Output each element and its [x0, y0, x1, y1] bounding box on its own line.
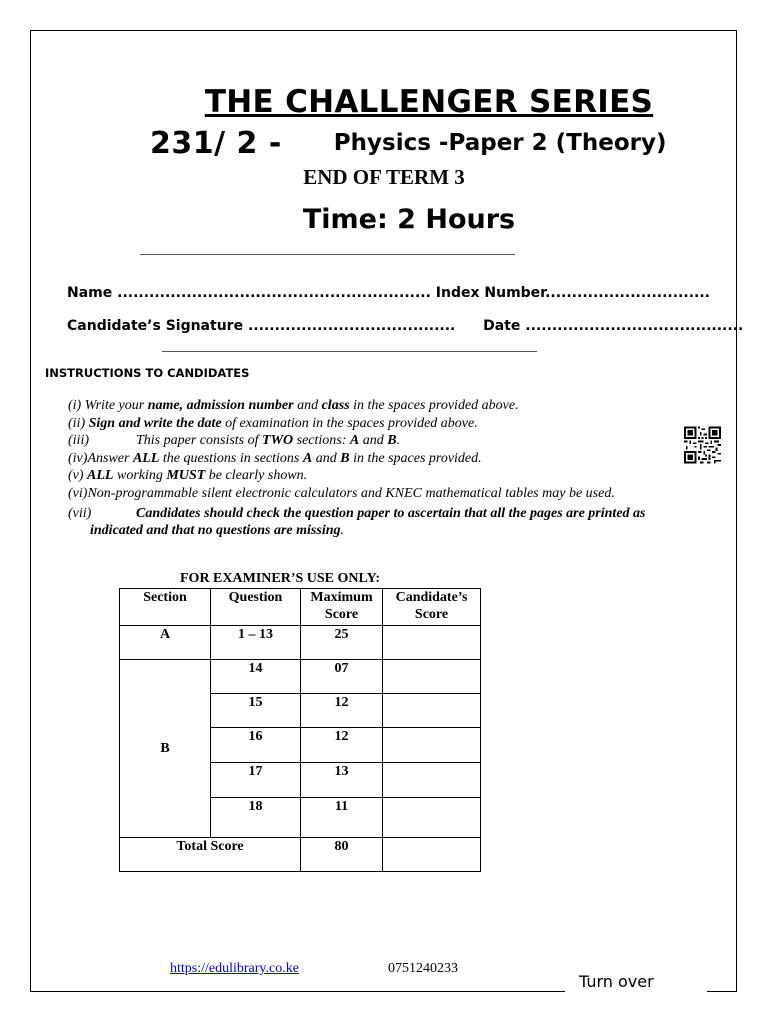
table-header-row [120, 589, 481, 626]
subject-title: Physics -Paper 2 (Theory) [333, 130, 667, 156]
total-candidate-score[interactable] [383, 838, 481, 872]
section-cell: A [120, 626, 211, 660]
candidate-score-cell[interactable] [383, 763, 481, 798]
name-label: Name [67, 285, 113, 301]
column-header: Question [211, 589, 301, 626]
instructions-list [68, 397, 698, 540]
question-cell: 15 [211, 694, 301, 728]
date-field[interactable]: ......................................... [525, 318, 744, 334]
time-allowed: Time: 2 Hours [302, 204, 516, 235]
column-header: Section [120, 589, 211, 626]
name-index-row [67, 285, 710, 301]
index-number-label: Index Number [435, 285, 546, 301]
fields-divider [162, 351, 537, 352]
candidate-score-cell[interactable] [383, 798, 481, 838]
column-header: Candidate’s Score [383, 589, 481, 626]
instruction-item: (vi)Non-programmable silent electronic calculators and KNEC mathematical tables may be used. [68, 485, 615, 501]
signature-date-row [67, 318, 743, 334]
question-cell: 1 – 13 [211, 626, 301, 660]
table-row [120, 660, 481, 694]
table-row [120, 626, 481, 660]
header-divider [140, 254, 515, 255]
instructions-heading: INSTRUCTIONS TO CANDIDATES [45, 366, 250, 380]
term-label: END OF TERM 3 [303, 165, 465, 189]
total-row [120, 838, 481, 872]
series-title: THE CHALLENGER SERIES [204, 84, 654, 120]
paper-code-line [150, 126, 666, 161]
paper-code: 231/ 2 - [150, 126, 282, 161]
instruction-item: (vii) Candidates should check the question paper to ascertain that all the pages are printed as indicated and that no questions are missing. [68, 505, 646, 539]
date-label: Date [483, 318, 521, 334]
max-score-cell: 13 [301, 763, 383, 798]
name-field[interactable]: ........................................................... [117, 285, 431, 301]
signature-field[interactable]: ....................................... [247, 318, 456, 334]
instruction-item: (v) ALL working MUST be clearly shown. [68, 468, 308, 484]
question-cell: 17 [211, 763, 301, 798]
question-cell: 14 [211, 660, 301, 694]
column-header: Maximum Score [301, 589, 383, 626]
candidate-score-cell[interactable] [383, 626, 481, 660]
qr-code-icon [684, 426, 721, 464]
instruction-item: (i) Write your name, admission number and class in the spaces provided above. [68, 398, 519, 413]
max-score-cell: 07 [301, 660, 383, 694]
question-cell: 16 [211, 728, 301, 763]
candidate-score-cell[interactable] [383, 660, 481, 694]
max-score-cell: 12 [301, 694, 383, 728]
max-score-cell: 11 [301, 798, 383, 838]
turn-over-label: Turn over [575, 972, 658, 991]
total-max-score: 80 [301, 838, 383, 872]
instruction-item: (iii) This paper consists of TWO sections: A and B. [68, 433, 401, 449]
total-score-label: Total Score [120, 838, 301, 872]
examiner-score-table [119, 588, 481, 872]
footer-phone: 0751240233 [388, 961, 458, 976]
candidate-score-cell[interactable] [383, 694, 481, 728]
index-number-field[interactable]: ............................... [545, 285, 710, 301]
max-score-cell: 12 [301, 728, 383, 763]
instruction-item: (iv)Answer ALL the questions in sections A and B in the spaces provided. [68, 450, 482, 466]
max-score-cell: 25 [301, 626, 383, 660]
question-cell: 18 [211, 798, 301, 838]
signature-label: Candidate’s Signature [67, 318, 244, 334]
edulibrary-link[interactable]: https://edulibrary.co.ke [170, 961, 299, 976]
examiner-use-heading: FOR EXAMINER’S USE ONLY: [180, 571, 381, 586]
instruction-item: (ii) Sign and write the date of examination in the spaces provided above. [68, 415, 478, 431]
section-cell: B [120, 660, 211, 838]
candidate-score-cell[interactable] [383, 728, 481, 763]
